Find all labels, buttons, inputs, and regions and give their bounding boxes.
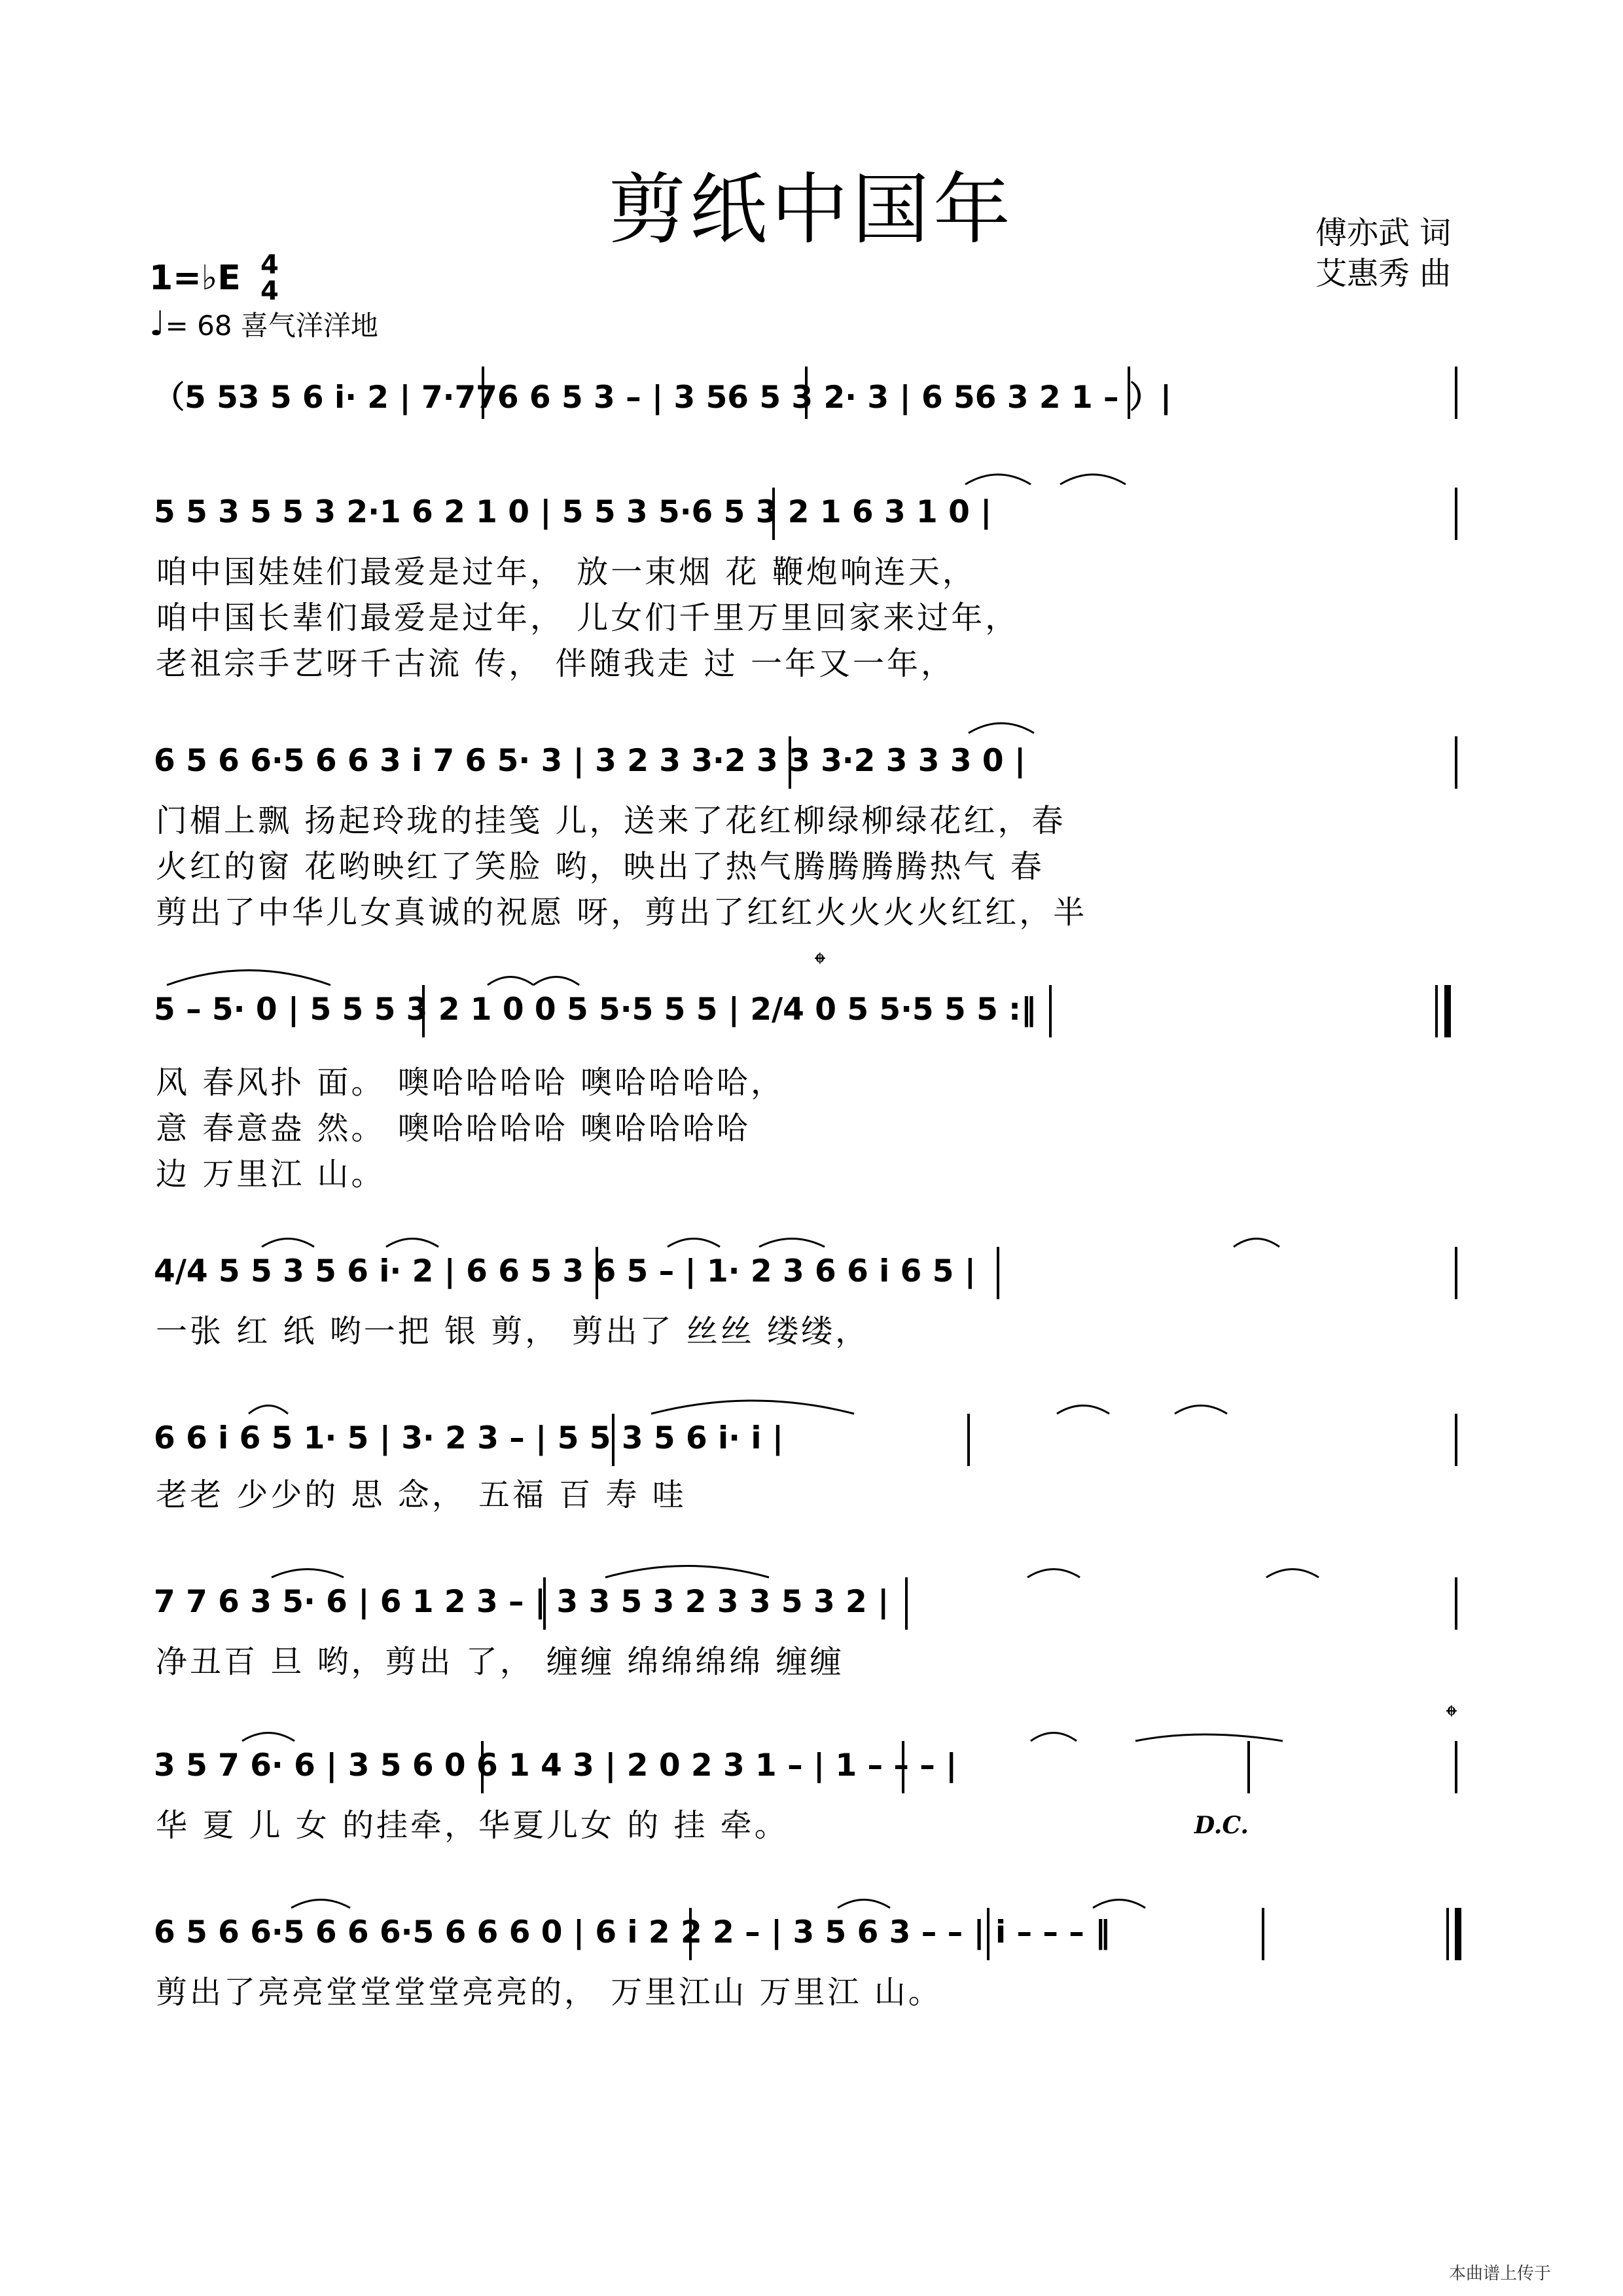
- tempo-description: 喜气洋洋地: [240, 310, 378, 342]
- time-signature: [260, 252, 279, 304]
- da-capo-marking: D.C.: [1194, 1812, 1249, 1839]
- composer: 艾惠秀 曲: [1315, 255, 1452, 292]
- system-6-notes: 7 7 6 3 5· 6 | 6 1 2 3 – | 3 3 5 3 2 3 3 5 3 2 |: [154, 1584, 889, 1620]
- system-6-lyric: 净丑百 旦 哟，剪出 了， 缠缠 绵绵绵绵 缠缠: [156, 1643, 844, 1680]
- lyricist: 傅亦武 词: [1315, 215, 1452, 251]
- quarter-note-icon: ♩: [149, 304, 166, 344]
- key-signature: 1=♭E: [149, 259, 241, 298]
- time-signature-bottom: 4: [260, 276, 279, 306]
- system-4-lyric: 一张 红 纸 哟一把 银 剪， 剪出了 丝丝 缕缕，: [156, 1313, 870, 1350]
- system-7-notes: 3 5 7 6· 6 | 3 5 6 0 6 1 4 3 | 2 0 2 3 1 – | 1 – – – |: [154, 1748, 957, 1784]
- system-1-lyric-2: 咱中国长辈们最爱是过年， 儿女们千里万里回家来过年，: [156, 600, 1020, 636]
- tempo-value: = 68: [165, 310, 232, 342]
- system-5-notes: 6 6 i 6 5 1· 5 | 3· 2 3 – | 5 5 3 5 6 i· i |: [154, 1420, 783, 1456]
- system-2-lyric-2: 火红的窗 花哟映红了笑脸 哟，映出了热气腾腾腾腾热气 春: [156, 848, 1044, 885]
- system-2-lyric-1: 门楣上飘 扬起玲珑的挂笺 儿，送来了花红柳绿柳绿花红，春: [156, 802, 1066, 839]
- system-3-lyric-2: 意 春意盎 然。 噢哈哈哈哈 噢哈哈哈哈: [156, 1110, 751, 1147]
- system-2-notes: 6 5 6 6·5 6 6 3 i 7 6 5· 3 | 3 2 3 3·2 3 3 3·2 3 3 3 0 |: [154, 743, 1026, 779]
- system-3-lyric-3: 边 万里江 山。: [156, 1156, 385, 1193]
- system-8-notes: 6 5 6 6·5 6 6 6·5 6 6 6 0 | 6 i 2 2 2 – | 3 5 6 3 – – | i – – – ‖: [154, 1914, 1111, 1950]
- page-title: 剪纸中国年: [608, 164, 1014, 255]
- system-3-lyric-1: 风 春风扑 面。 噢哈哈哈哈 噢哈哈哈哈，: [156, 1064, 785, 1101]
- coda-icon: 𝄌: [1446, 1698, 1457, 1734]
- time-signature-top: 4: [260, 250, 279, 280]
- segno-icon: 𝄌: [815, 946, 825, 981]
- system-7-lyric: 华 夏 儿 女 的挂牵，华夏儿女 的 挂 牵。: [156, 1807, 789, 1844]
- system-1-notes: 5 5 3 5 5 3 2·1 6 2 1 0 | 5 5 3 5·6 5 3 2 1 6 3 1 0 |: [154, 494, 992, 530]
- system-3-notes: 5 – 5· 0 | 5 5 5 3 2 1 0 0 5 5·5 5 5 | 2/4 0 5 5·5 5 5 :‖: [154, 992, 1037, 1028]
- footer-watermark: 本曲谱上传于: [1448, 2264, 1551, 2284]
- system-1-lyric-3: 老祖宗手艺呀千古流 传， 伴随我走 过 一年又一年，: [156, 645, 955, 682]
- tempo-marking: [149, 304, 378, 344]
- credits: [1315, 213, 1451, 294]
- system-0-notes: （5 53 5 6 i· 2 | 7·776 6 5 3 – | 3 56 5 3 2· 3 | 6 56 3 2 1 – ）|: [154, 380, 1172, 416]
- system-8-lyric: 剪出了亮亮堂堂堂堂亮亮的， 万里江山 万里江 山。: [156, 1974, 942, 2011]
- system-2-lyric-3: 剪出了中华儿女真诚的祝愿 呀，剪出了红红火火火火红红，半: [156, 894, 1088, 931]
- system-4-notes: 4/4 5 5 3 5 6 i· 2 | 6 6 5 3 6 5 – | 1· 2 3 6 6 i 6 5 |: [154, 1253, 976, 1289]
- system-5-lyric: 老老 少少的 思 念， 五福 百 寿 哇: [156, 1477, 687, 1513]
- system-1-lyric-1: 咱中国娃娃们最爱是过年， 放一束烟 花 鞭炮响连天，: [156, 554, 976, 590]
